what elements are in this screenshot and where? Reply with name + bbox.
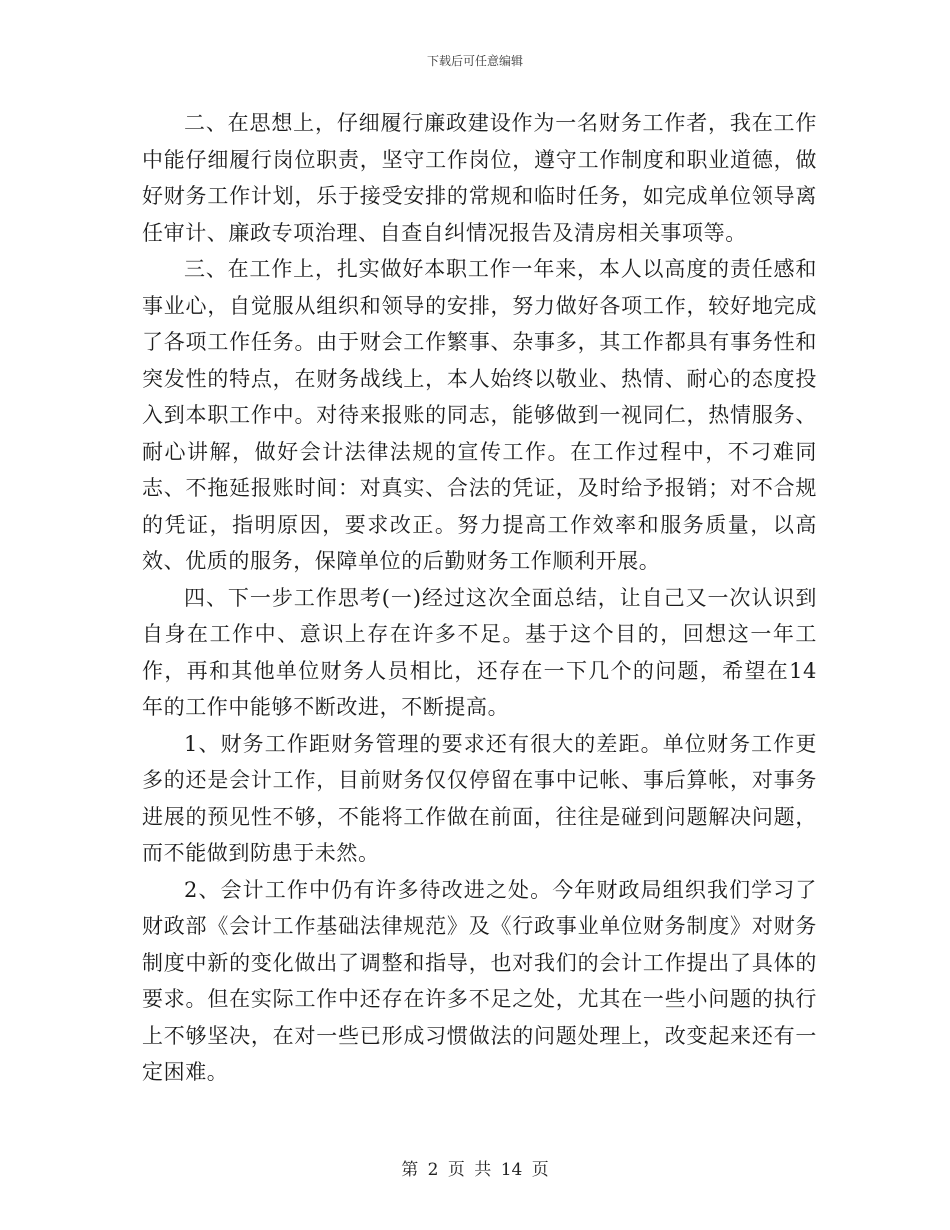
paragraph-work: 三、在工作上，扎实做好本职工作一年来，本人以高度的责任感和事业心，自觉服从组织和领导的安排，努力做好各项工作，较好地完成了各项工作任务。由于财会工作繁事、杂事多，其工作都具有事务性和突发性的特点，在财务战线上，本人始终以敬业、热情、耐心的态度投入到本职工作中。对待来报账的同志，能够做到一视同仁，热情服务、耐心讲解，做好会计法律法规的宣传工作。在工作过程中，不刁难同志、不拖延报账时间：对真实、合法的凭证，及时给予报销；对不合规的凭证，指明原因，要求改正。努力提高工作效率和服务质量，以高效、优质的服务，保障单位的后勤财务工作顺利开展。 <box>142 257 817 573</box>
page-header: 下载后可任意编辑 <box>426 54 523 68</box>
paragraph-issue-2: 2、会计工作中仍有许多待改进之处。今年财政局组织我们学习了财政部《会计工作基础法律规范》及《行政事业单位财务制度》对财务制度中新的变化做出了调整和指导，也对我们的会计工作提出了具体的要求。但在实际工作中还存在许多不足之处，尤其在一些小问题的执行上不够坚决，在对一些已形成习惯做法的问题处理上，改变起来还有一定困难。 <box>142 877 817 1084</box>
paragraph-ideology: 二、在思想上，仔细履行廉政建设作为一名财务工作者，我在工作中能仔细履行岗位职责，坚守工作岗位，遵守工作制度和职业道德，做好财务工作计划，乐于接受安排的常规和临时任务，如完成单位领导离任审计、廉政专项治理、自查自纠情况报告及清房相关事项等。 <box>142 111 817 245</box>
document-body <box>142 105 817 1091</box>
page-number-footer: 第 2 页 共 14 页 <box>401 1160 549 1180</box>
paragraph-issue-1: 1、财务工作距财务管理的要求还有很大的差距。单位财务工作更多的还是会计工作，目前财务仅仅停留在事中记帐、事后算帐，对事务进展的预见性不够，不能将工作做在前面，往往是碰到问题解决问题，而不能做到防患于未然。 <box>142 731 817 865</box>
paragraph-next-steps: 四、下一步工作思考(一)经过这次全面总结，让自己又一次认识到自身在工作中、意识上存在许多不足。基于这个目的，回想这一年工作，再和其他单位财务人员相比，还存在一下几个的问题，希望在14年的工作中能够不断改进，不断提高。 <box>142 585 817 719</box>
